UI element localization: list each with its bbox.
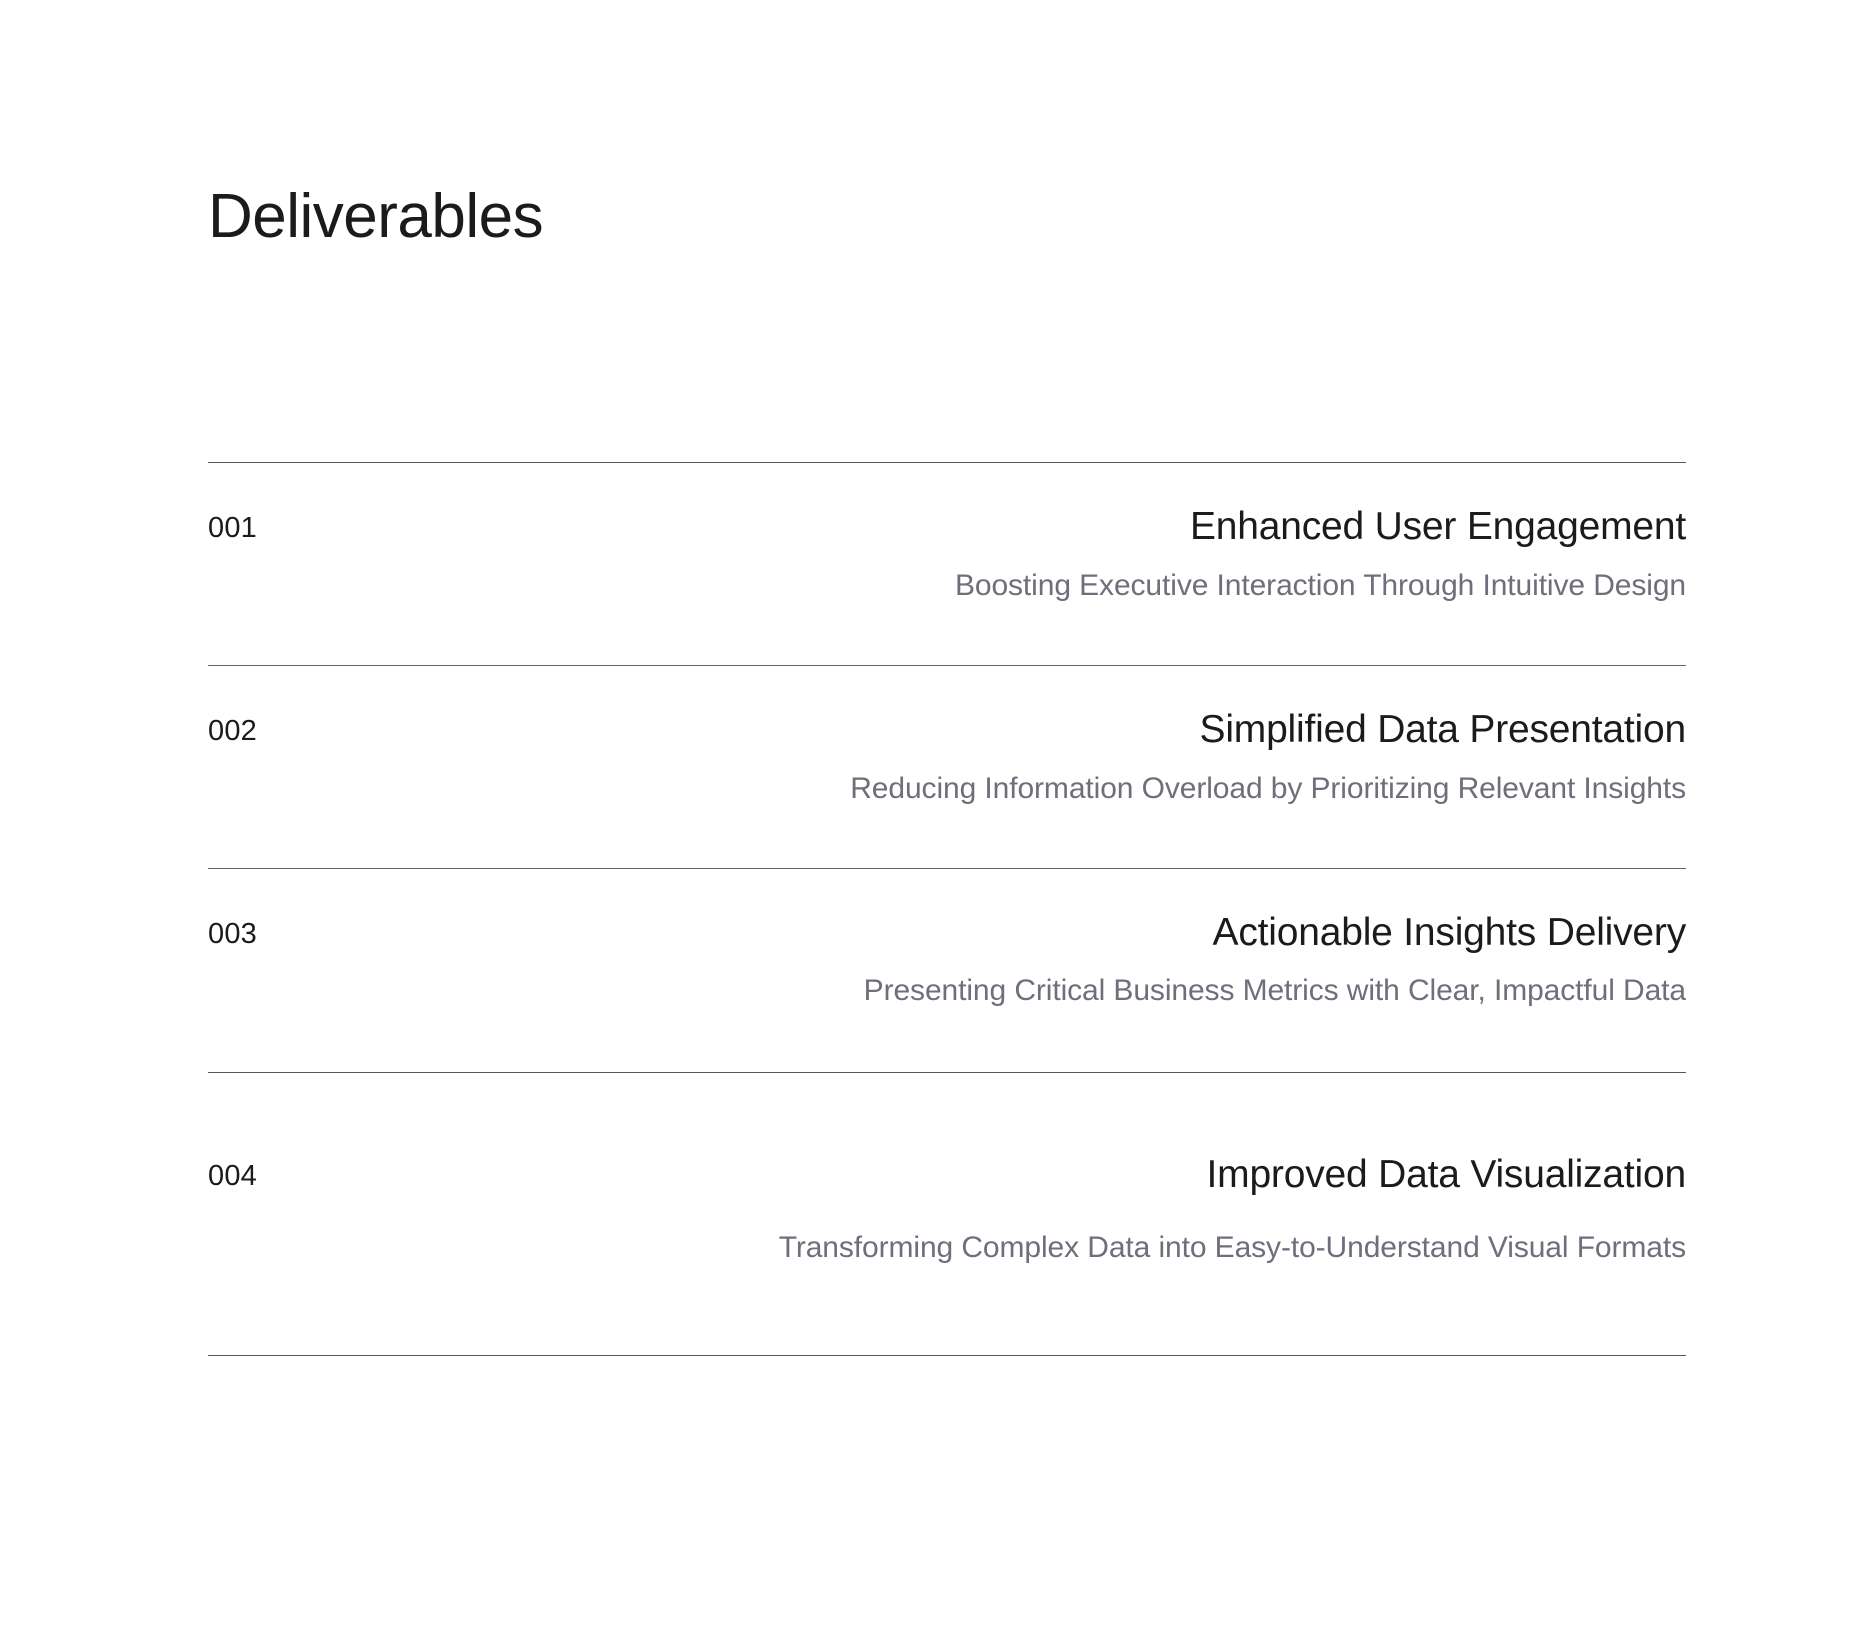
slide-content [208, 0, 1688, 1356]
list-item-subtext: Boosting Executive Interaction Through Intuitive Design [954, 568, 1686, 602]
list-item-text [257, 706, 1686, 808]
list-item [208, 666, 1686, 868]
list-item-subtext: Reducing Information Overload by Prioritizing Relevant Insights [850, 771, 1686, 805]
list-item-text [257, 909, 1686, 1011]
list-item-heading: Improved Data Visualization [1206, 1153, 1686, 1197]
list-item-text [257, 503, 1686, 605]
deliverables-list [208, 462, 1686, 1356]
list-item [208, 1073, 1686, 1355]
list-item-heading: Actionable Insights Delivery [1212, 910, 1686, 954]
list-item-heading: Enhanced User Engagement [1189, 505, 1686, 549]
list-item-number: 001 [208, 512, 257, 545]
list-item-number: 002 [208, 714, 257, 747]
list-item-subtext: Transforming Complex Data into Easy-to-Understand Visual Formats [778, 1231, 1686, 1265]
list-item-number: 004 [208, 1160, 257, 1193]
list-item-heading: Simplified Data Presentation [1199, 707, 1686, 751]
list-item [208, 869, 1686, 1073]
list-item [208, 463, 1686, 665]
list-divider-bottom [208, 1355, 1686, 1356]
list-item-subtext: Presenting Critical Business Metrics with Clear, Impactful Data [863, 974, 1686, 1008]
page-title: Deliverables [208, 182, 544, 251]
list-item-text [257, 1151, 1686, 1267]
list-item-number: 003 [208, 917, 257, 950]
